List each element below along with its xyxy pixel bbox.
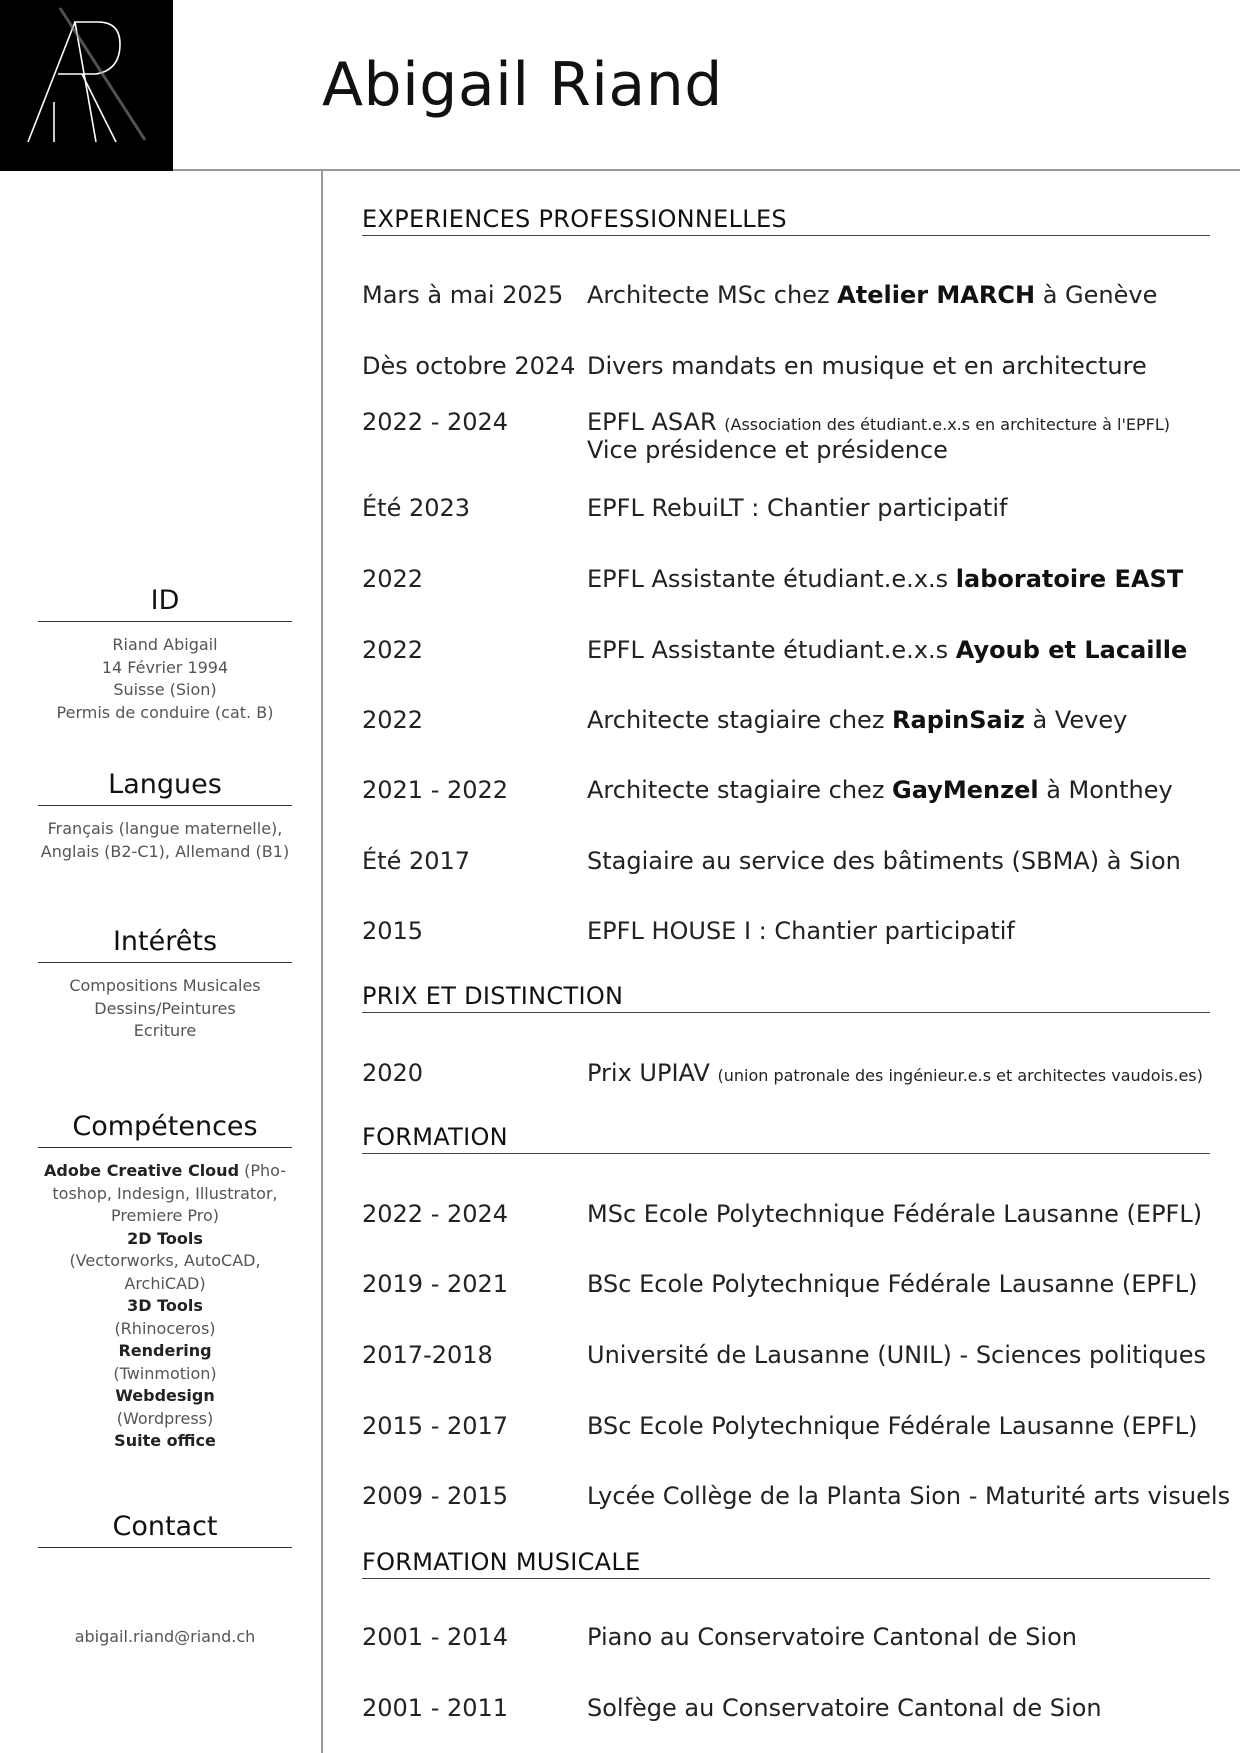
candidate-name: Abigail Riand bbox=[322, 50, 723, 120]
entry-desc-text: EPFL Assistante étudiant.e.x.s bbox=[587, 636, 956, 664]
entry-date: 2022 bbox=[362, 565, 424, 593]
entry-date: 2015 bbox=[362, 917, 424, 945]
language-line: Anglais (B2-C1), Allemand (B1) bbox=[40, 841, 290, 861]
interests-heading: Intérêts bbox=[38, 926, 292, 963]
entry-date: Été 2023 bbox=[362, 494, 471, 522]
skill-2d-line: (Vectorworks, AutoCAD, bbox=[69, 1251, 261, 1270]
entry-desc-text: Prix UPIAV bbox=[587, 1059, 718, 1087]
entry-desc: Stagiaire au service des bâtiments (SBMA) à Sion bbox=[587, 847, 1181, 875]
entry-date: 2020 bbox=[362, 1059, 424, 1087]
id-section bbox=[30, 585, 300, 724]
logo bbox=[0, 0, 173, 171]
entry-location: à Genève bbox=[1035, 281, 1158, 309]
entry-employer: Ayoub et Lacaille bbox=[955, 636, 1188, 664]
id-line: Suisse (Sion) bbox=[113, 680, 217, 699]
ar-monogram-logo bbox=[0, 0, 173, 171]
languages-section bbox=[30, 769, 300, 863]
skill-adobe-title: Adobe Creative Cloud bbox=[43, 1161, 240, 1180]
column-divider bbox=[321, 171, 323, 1753]
language-line: Français (langue maternelle), bbox=[47, 819, 283, 838]
skill-3d-title bbox=[30, 1295, 300, 1318]
skills-heading: Compétences bbox=[38, 1111, 292, 1148]
skill-adobe-line: Premiere Pro) bbox=[110, 1206, 220, 1225]
entry-desc: EPFL HOUSE I : Chantier participatif bbox=[587, 917, 1015, 945]
skill-rendering-title bbox=[30, 1340, 300, 1363]
awards-title: PRIX ET DISTINCTION bbox=[362, 982, 1210, 1013]
interest-line: Compositions Musicales bbox=[69, 976, 261, 995]
skill-3d-title-text: 3D Tools bbox=[127, 1296, 203, 1315]
contact-email[interactable]: abigail.riand@riand.ch bbox=[74, 1627, 256, 1646]
interests-details bbox=[30, 975, 300, 1043]
entry-desc-note: (Association des étudiant.e.x.s en architecture à l'EPFL) bbox=[724, 415, 1171, 434]
entry-desc: MSc Ecole Polytechnique Fédérale Lausanne (EPFL) bbox=[587, 1200, 1203, 1228]
skill-adobe-line: toshop, Indesign, Illustrator, bbox=[52, 1183, 278, 1203]
id-heading: ID bbox=[38, 585, 292, 622]
interests-section bbox=[30, 926, 300, 1043]
entry-date: 2009 - 2015 bbox=[362, 1482, 509, 1510]
entry-desc-text: Architecte stagiaire chez bbox=[587, 706, 893, 734]
entry-employer: Atelier MARCH bbox=[837, 281, 1036, 309]
entry-desc bbox=[587, 281, 1157, 309]
skill-adobe-rest: (Pho- bbox=[239, 1161, 286, 1180]
skill-rendering-line: (Twinmotion) bbox=[113, 1363, 217, 1383]
interest-line: Dessins/Peintures bbox=[94, 998, 236, 1018]
skill-3d-line: (Rhinoceros) bbox=[114, 1318, 216, 1338]
contact-heading: Contact bbox=[38, 1511, 292, 1548]
entry-desc-note: (union patronale des ingénieur.e.s et architectes vaudois.es) bbox=[717, 1066, 1203, 1085]
entry-date: Été 2017 bbox=[362, 847, 471, 875]
entry-date: 2015 - 2017 bbox=[362, 1412, 509, 1440]
entry-date: 2022 bbox=[362, 636, 424, 664]
skill-rendering-title-text: Rendering bbox=[118, 1341, 212, 1360]
entry-date: Mars à mai 2025 bbox=[362, 281, 564, 309]
skill-2d-line: ArchiCAD) bbox=[124, 1273, 206, 1293]
entry-desc: Divers mandats en musique et en architecture bbox=[587, 352, 1147, 380]
entry-desc: Piano au Conservatoire Cantonal de Sion bbox=[587, 1623, 1077, 1651]
entry-desc-line2: Vice présidence et présidence bbox=[587, 436, 948, 464]
contact-section bbox=[30, 1511, 300, 1649]
skill-webdesign-title-text: Webdesign bbox=[115, 1386, 215, 1405]
entry-desc: BSc Ecole Polytechnique Fédérale Lausanne (EPFL) bbox=[587, 1270, 1198, 1298]
id-line: Permis de conduire (cat. B) bbox=[56, 702, 274, 722]
entry-date: 2022 - 2024 bbox=[362, 1200, 509, 1228]
skill-office-title-text: Suite office bbox=[114, 1431, 216, 1450]
entry-date: 2022 - 2024 bbox=[362, 408, 509, 436]
skill-2d-title bbox=[30, 1228, 300, 1251]
contact-details bbox=[30, 1626, 300, 1649]
entry-desc: EPFL RebuiLT : Chantier participatif bbox=[587, 494, 1008, 522]
entry-employer: RapinSaiz bbox=[892, 706, 1025, 734]
id-details bbox=[30, 634, 300, 724]
entry-employer: GayMenzel bbox=[892, 776, 1039, 804]
entry-desc bbox=[587, 636, 1187, 664]
skill-adobe bbox=[30, 1160, 300, 1183]
entry-date: 2017-2018 bbox=[362, 1341, 493, 1369]
entry-desc bbox=[587, 565, 1183, 593]
entry-desc bbox=[587, 706, 1127, 734]
id-line: Riand Abigail bbox=[112, 635, 218, 654]
entry-desc bbox=[587, 1059, 1203, 1087]
entry-date: 2021 - 2022 bbox=[362, 776, 509, 804]
entry-desc-text: EPFL Assistante étudiant.e.x.s bbox=[587, 565, 956, 593]
entry-desc-text: Architecte MSc chez bbox=[587, 281, 838, 309]
education-title: FORMATION bbox=[362, 1123, 1210, 1154]
entry-location: à Vevey bbox=[1024, 706, 1128, 734]
entry-desc-text: EPFL ASAR bbox=[587, 408, 725, 436]
header-divider bbox=[173, 169, 1240, 171]
entry-desc: BSc Ecole Polytechnique Fédérale Lausanne (EPFL) bbox=[587, 1412, 1198, 1440]
skill-webdesign-title bbox=[30, 1385, 300, 1408]
languages-heading: Langues bbox=[38, 769, 292, 806]
entry-location: à Monthey bbox=[1038, 776, 1173, 804]
skill-office-title bbox=[30, 1430, 300, 1453]
entry-desc: Solfège au Conservatoire Cantonal de Sion bbox=[587, 1694, 1102, 1722]
entry-date: 2022 bbox=[362, 706, 424, 734]
entry-date: 2019 - 2021 bbox=[362, 1270, 509, 1298]
entry-desc: Université de Lausanne (UNIL) - Sciences politiques bbox=[587, 1341, 1207, 1369]
entry-employer: laboratoire EAST bbox=[955, 565, 1184, 593]
interest-line: Ecriture bbox=[133, 1021, 197, 1040]
entry-date: 2001 - 2011 bbox=[362, 1694, 509, 1722]
id-line: 14 Février 1994 bbox=[101, 657, 229, 677]
entry-date: Dès octobre 2024 bbox=[362, 352, 576, 380]
skills-section bbox=[30, 1111, 300, 1453]
skill-webdesign-line: (Wordpress) bbox=[116, 1408, 214, 1428]
languages-details bbox=[30, 818, 300, 863]
entry-desc bbox=[587, 408, 1170, 464]
entry-desc bbox=[587, 776, 1173, 804]
music-title: FORMATION MUSICALE bbox=[362, 1548, 1210, 1579]
experience-title: EXPERIENCES PROFESSIONNELLES bbox=[362, 205, 1210, 236]
skills-details bbox=[30, 1160, 300, 1453]
skill-2d-title-text: 2D Tools bbox=[127, 1228, 203, 1248]
entry-date: 2001 - 2014 bbox=[362, 1623, 509, 1651]
entry-desc: Lycée Collège de la Planta Sion - Maturité arts visuels bbox=[587, 1482, 1231, 1510]
entry-desc-text: Architecte stagiaire chez bbox=[587, 776, 893, 804]
